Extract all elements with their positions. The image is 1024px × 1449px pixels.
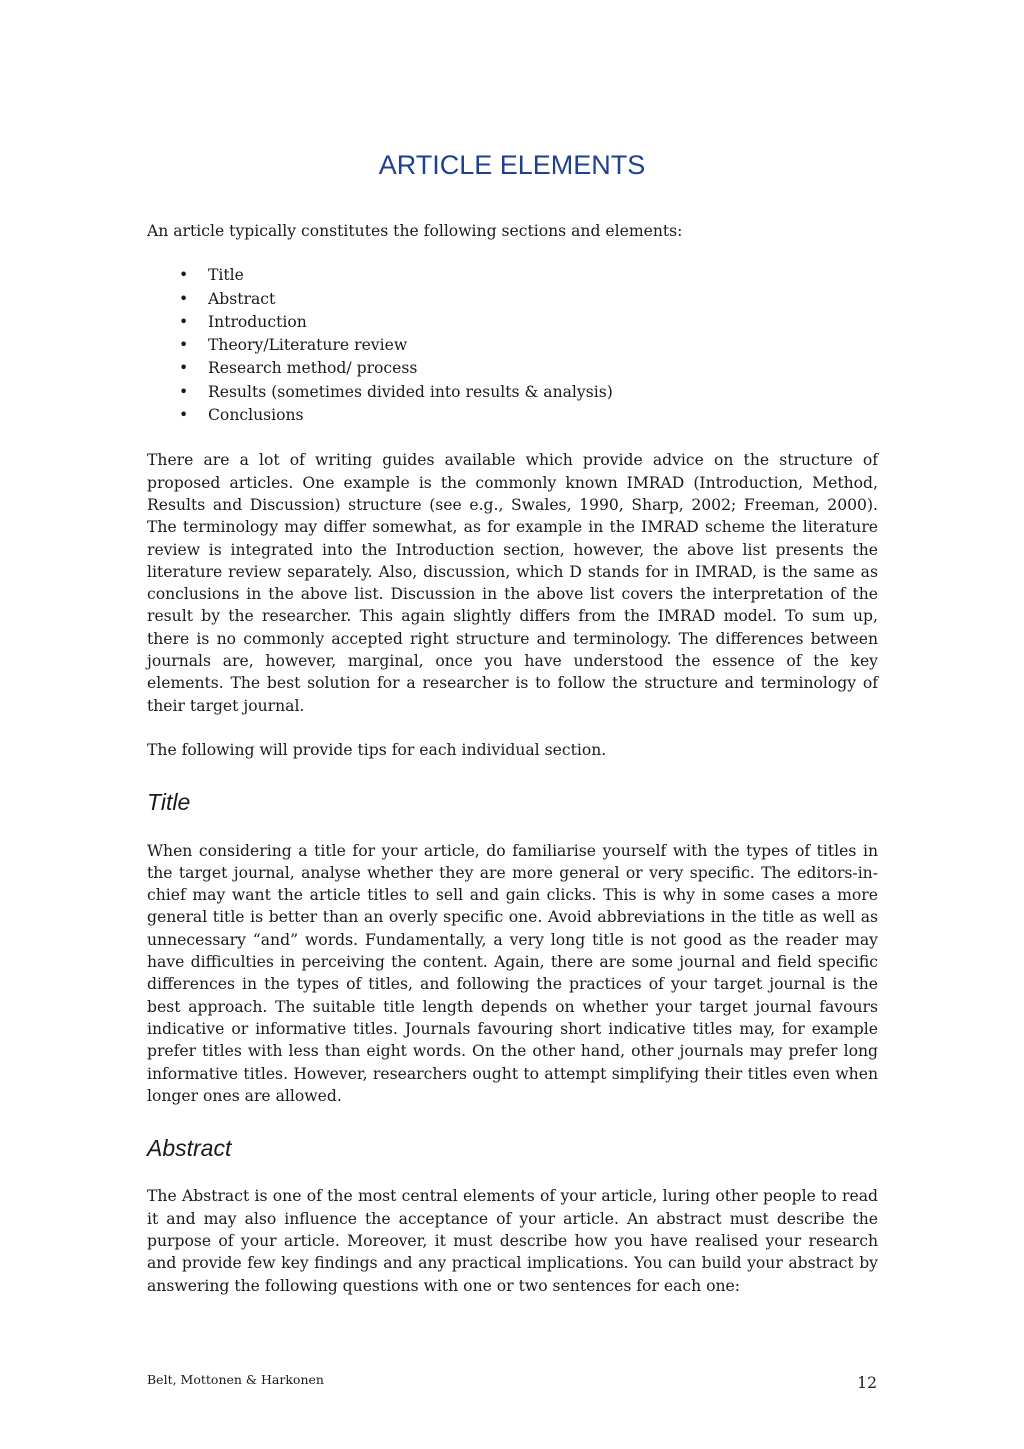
- bullet-icon: •: [179, 312, 189, 331]
- bullet-icon: •: [179, 359, 189, 378]
- list-item: [147, 404, 878, 427]
- following-paragraph: The following will provide tips for each individual section.: [147, 740, 607, 759]
- article-elements-list: [147, 264, 878, 427]
- abstract-section-body: The Abstract is one of the most central elements of your article, luring other people to read it and may also influence the acceptance of your article. An abstract must describe the purpose of your article. Moreover, it must describe how you have realised your research and provide few key findings and any practical implications. You can build your abstract by answering the following questions with one or two sentences for each one:: [147, 1187, 878, 1295]
- list-item: [147, 264, 878, 287]
- section-heading-title: Title: [147, 789, 191, 816]
- list-item-label: Results (sometimes divided into results & analysis): [208, 382, 613, 401]
- bullet-icon: •: [179, 382, 189, 401]
- list-item: [147, 334, 878, 357]
- document-body: [147, 220, 878, 1297]
- page-title: ARTICLE ELEMENTS: [378, 150, 646, 180]
- list-item: [147, 288, 878, 311]
- bullet-icon: •: [179, 266, 189, 285]
- list-item: [147, 357, 878, 380]
- list-item-label: Conclusions: [208, 406, 304, 425]
- list-item-label: Theory/Literature review: [208, 336, 408, 355]
- list-item-label: Introduction: [208, 312, 307, 331]
- intro-paragraph: An article typically constitutes the following sections and elements:: [147, 222, 683, 240]
- bullet-icon: •: [179, 406, 189, 425]
- list-item: [147, 381, 878, 404]
- list-item-label: Research method/ process: [208, 359, 418, 378]
- bullet-icon: •: [179, 336, 189, 355]
- section-heading-abstract: Abstract: [147, 1135, 232, 1162]
- list-item-label: Abstract: [208, 289, 276, 308]
- footer-page-number: 12: [857, 1374, 877, 1392]
- list-item: [147, 311, 878, 334]
- list-item-label: Title: [208, 266, 244, 285]
- structure-paragraph: There are a lot of writing guides available which provide advice on the structure of proposed articles. One example is the commonly known IMRAD (Introduction, Method, Results and Discussion) structure (see e.g., Swales, 1990, Sharp, 2002; Freeman, 2000). The terminology may differ somewhat, as for example in the IMRAD scheme the literature review is integrated into the Introduction section, however, the above list presents the literature review separately. Also, discussion, which D stands for in IMRAD, is the same as conclusions in the above list. Discussion in the above list covers the interpretation of the result by the researcher. This again slightly differs from the IMRAD model. To sum up, there is no commonly accepted right structure and terminology. The differences between journals are, however, marginal, once you have understood the essence of the key elements. The best solution for a researcher is to follow the structure and terminology of their target journal.: [147, 451, 878, 715]
- title-section-body: When considering a title for your article, do familiarise yourself with the types of titles in the target journal, analyse whether they are more general or very specific. The editors-in-chief may want the article titles to sell and gain clicks. This is why in some cases a more general title is better than an overly specific one. Avoid abbreviations in the title as well as unnecessary “and” words. Fundamentally, a very long title is not good as the reader may have difficulties in perceiving the content. Again, there are some journal and field specific differences in the types of titles, and following the practices of your target journal is the best approach. The suitable title length depends on whether your target journal favours indicative or informative titles. Journals favouring short indicative titles may, for example prefer titles with less than eight words. On the other hand, other journals may prefer long informative titles. However, researchers ought to attempt simplifying their titles even when longer ones are allowed.: [147, 841, 878, 1105]
- footer-authors: Belt, Mottonen & Harkonen: [147, 1372, 324, 1387]
- bullet-icon: •: [179, 289, 189, 308]
